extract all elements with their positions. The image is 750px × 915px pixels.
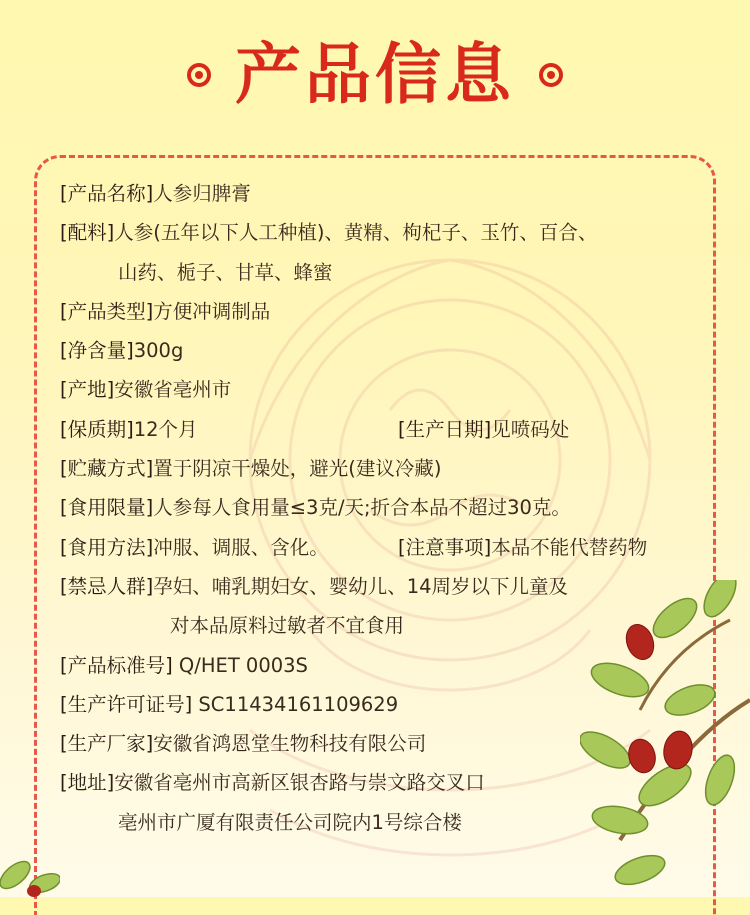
value-manufacturer: 安徽省鸿恩堂生物科技有限公司 <box>153 732 427 756</box>
value-notes: 本品不能代替药物 <box>491 535 648 559</box>
value-usage: 冲服、调服、含化。 <box>153 535 329 559</box>
value-contraindications-cont: 对本品原料过敏者不宜食用 <box>170 614 405 638</box>
label-ingredients: [配料] <box>60 221 115 245</box>
value-contraindications: 孕妇、哺乳期妇女、婴幼儿、14周岁以下儿童及 <box>153 574 569 598</box>
value-intake-limit: 人参每人食用量≤3克/天;折合本品不超过30克。 <box>153 496 571 520</box>
row-intake-limit <box>60 488 710 527</box>
row-product-type <box>60 292 710 331</box>
label-production-date: [生产日期] <box>398 417 492 441</box>
label-intake-limit: [食用限量] <box>60 496 154 520</box>
row-origin <box>60 370 710 409</box>
value-ingredients-cont: 山药、栀子、甘草、蜂蜜 <box>118 260 333 284</box>
notes <box>398 528 647 567</box>
value-storage: 置于阴凉干燥处，避光(建议冷藏) <box>153 457 442 481</box>
value-license-number: SC11434161109629 <box>192 692 399 716</box>
row-product-name <box>60 174 710 213</box>
value-product-type: 方便冲调制品 <box>153 299 271 323</box>
jujube-branch-icon <box>0 845 60 897</box>
header <box>0 30 750 120</box>
label-notes: [注意事项] <box>398 535 492 559</box>
label-storage: [贮藏方式] <box>60 457 154 481</box>
page-title: 产品信息 <box>235 36 515 113</box>
value-address: 安徽省亳州市高新区银杏路与崇文路交叉口 <box>114 771 485 795</box>
label-product-type: [产品类型] <box>60 299 154 323</box>
label-shelf-life: [保质期] <box>60 417 134 441</box>
double-circle-icon <box>539 63 563 87</box>
value-shelf-life: 12个月 <box>133 417 198 441</box>
label-origin: [产地] <box>60 378 115 402</box>
jujube-branch-icon <box>580 580 750 897</box>
value-product-name: 人参归脾膏 <box>153 182 251 205</box>
double-circle-icon <box>187 63 211 87</box>
label-net-weight: [净含量] <box>60 339 134 363</box>
value-net-weight: 300g <box>133 339 184 363</box>
value-production-date: 见喷码处 <box>491 417 570 441</box>
label-manufacturer: [生产厂家] <box>60 732 154 756</box>
label-address: [地址] <box>60 771 115 795</box>
row-storage <box>60 449 710 488</box>
row-usage <box>60 528 710 567</box>
row-shelf-life <box>60 410 710 449</box>
label-license-number: [生产许可证号] <box>60 692 193 716</box>
value-address-cont: 亳州市广厦有限责任公司院内1号综合楼 <box>118 810 462 834</box>
value-origin: 安徽省亳州市 <box>114 378 232 402</box>
label-contraindications: [禁忌人群] <box>60 574 154 598</box>
label-product-name: [产品名称] <box>60 182 154 205</box>
row-net-weight <box>60 331 710 370</box>
row-ingredients-cont <box>60 253 710 292</box>
production-date <box>398 410 569 449</box>
value-ingredients: 人参(五年以下人工种植)、黄精、枸杞子、玉竹、百合、 <box>114 221 598 245</box>
label-usage: [食用方法] <box>60 535 154 559</box>
label-standard-number: [产品标准号] <box>60 653 173 677</box>
row-ingredients <box>60 213 710 252</box>
value-standard-number: Q/HET 0003S <box>172 653 308 677</box>
